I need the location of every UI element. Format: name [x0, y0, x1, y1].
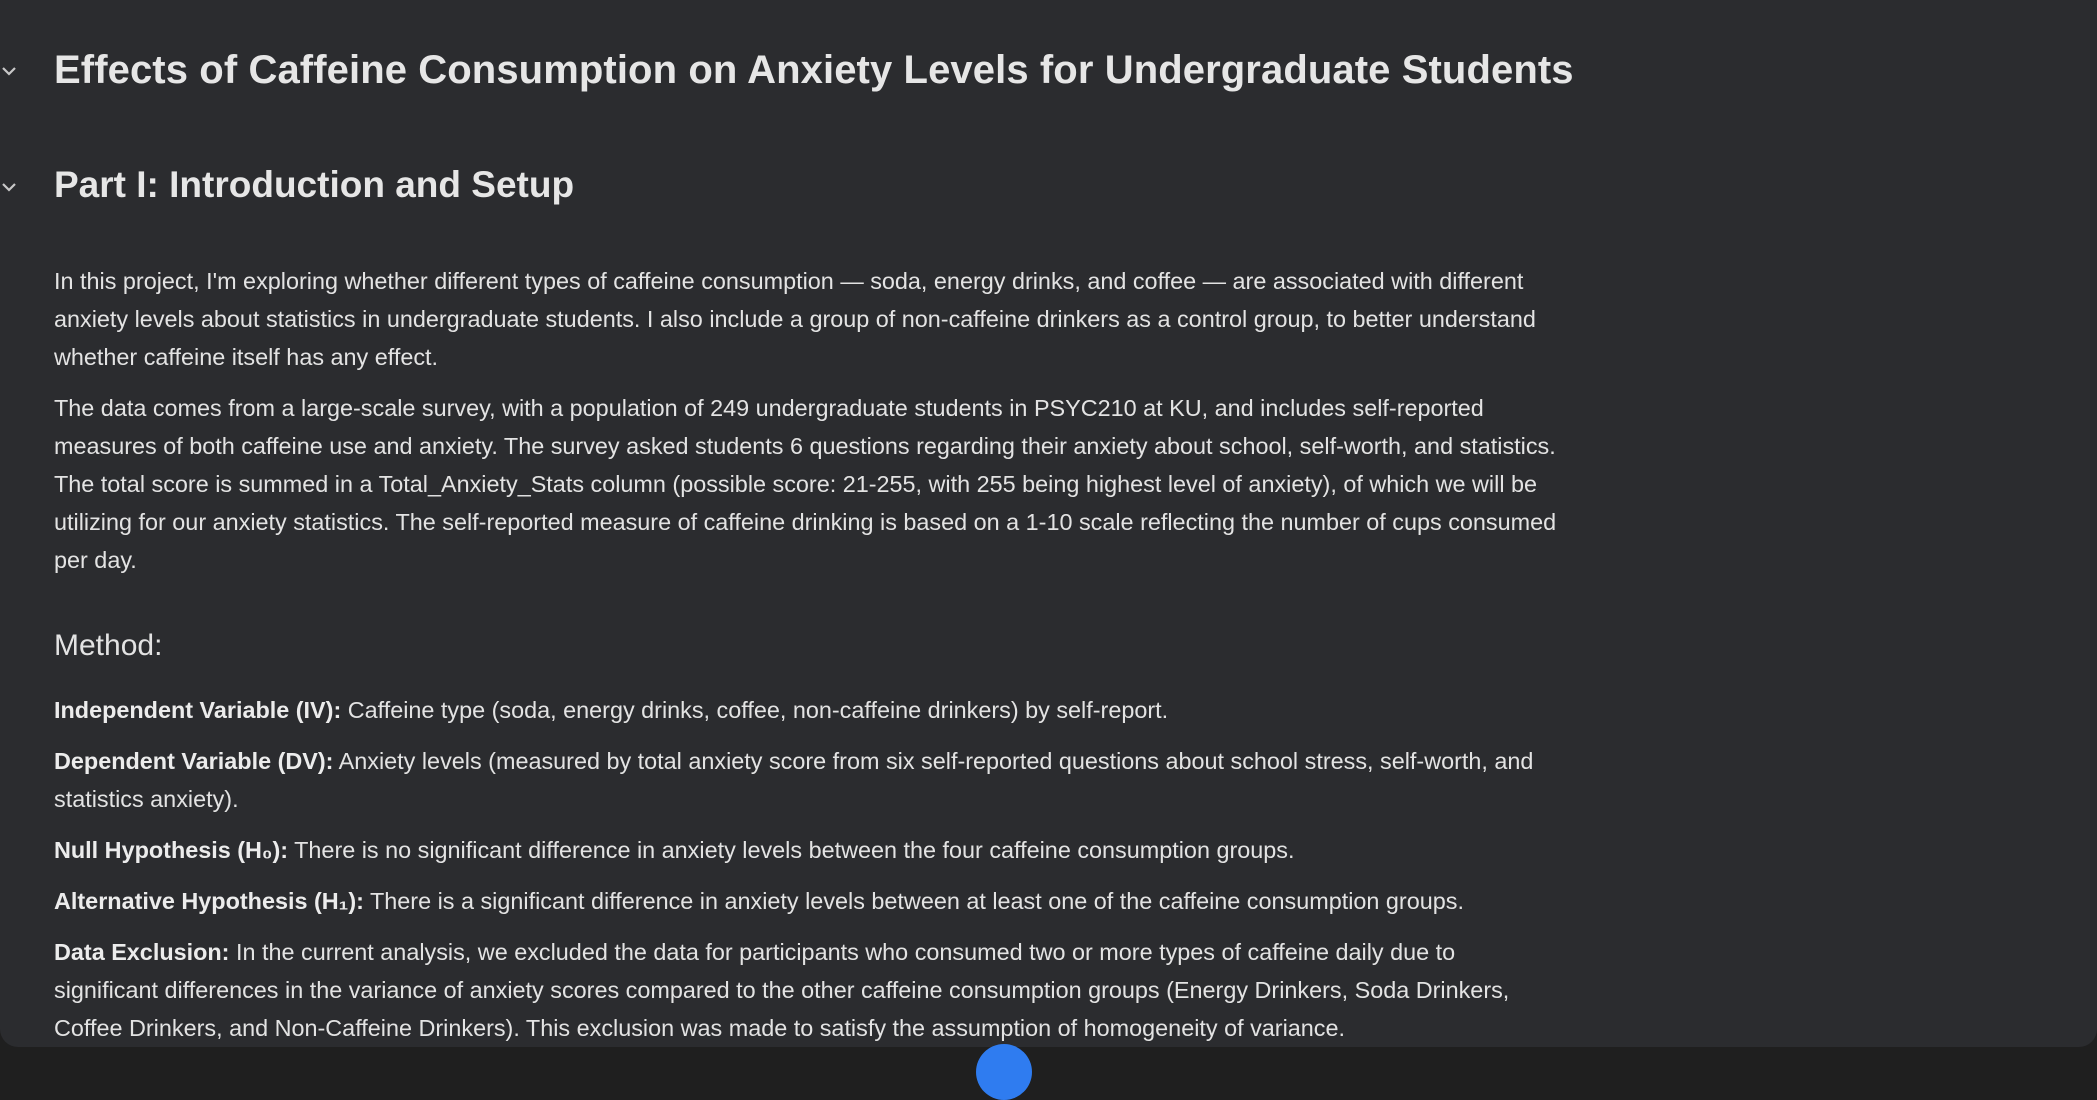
method-item-label: Data Exclusion:	[54, 939, 230, 965]
method-item-label: Alternative Hypothesis (H₁):	[54, 888, 364, 914]
method-item-label: Independent Variable (IV):	[54, 697, 342, 723]
notebook-title: Effects of Caffeine Consumption on Anxiety Levels for Undergraduate Students	[54, 48, 1574, 92]
method-item	[54, 882, 1564, 920]
method-item	[54, 831, 1564, 869]
markdown-cell	[54, 262, 1564, 1047]
chevron-down-icon[interactable]	[0, 62, 18, 80]
method-item-text: In the current analysis, we excluded the data for participants who consumed two or more types of caffeine daily due to significant differences in the variance of anxiety scores compared to the other caffeine consumption groups (Energy Drinkers, Soda Drinkers, Coffee Drinkers, and Non-Caffeine Drinkers). This exclusion was made to satisfy the assumption of homogeneity of variance.	[54, 939, 1510, 1041]
method-item-text: There is a significant difference in anxiety levels between at least one of the caffeine consumption groups.	[363, 888, 1464, 914]
method-item-text: Caffeine type (soda, energy drinks, coffee, non-caffeine drinkers) by self-report.	[341, 697, 1169, 723]
method-item	[54, 933, 1564, 1047]
section-heading: Part I: Introduction and Setup	[54, 164, 575, 205]
bottom-bar	[0, 1047, 2097, 1059]
method-item	[54, 691, 1564, 729]
method-item-text: There is no significant difference in anxiety levels between the four caffeine consumption groups.	[288, 837, 1295, 863]
data-paragraph: The data comes from a large-scale survey, with a population of 249 undergraduate students in PSYC210 at KU, and includes self-reported measures of both caffeine use and anxiety. The survey asked students 6 questions regarding their anxiety about school, self-worth, and statistics. The total score is summed in a Total_Anxiety_Stats column (possible score: 21-255, with 255 being highest level of anxiety), of which we will be utilizing for our anxiety statistics. The self-reported measure of caffeine drinking is based on a 1-10 scale reflecting the number of cups consumed per day.	[54, 395, 1557, 573]
chevron-down-icon[interactable]	[0, 178, 18, 196]
method-item	[54, 742, 1564, 818]
method-item-text: Anxiety levels (measured by total anxiety score from six self-reported questions about school stress, self-worth, and statistics anxiety).	[54, 748, 1534, 812]
fab-button[interactable]	[976, 1044, 1032, 1100]
method-item-label: Null Hypothesis (H₀):	[54, 837, 289, 863]
intro-paragraph: In this project, I'm exploring whether different types of caffeine consumption — soda, energy drinks, and coffee — are associated with different anxiety levels about statistics in undergraduate students. I also include a group of non-caffeine drinkers as a control group, to better understand whether caffeine itself has any effect.	[54, 268, 1536, 370]
method-heading: Method:	[54, 629, 163, 662]
method-item-label: Dependent Variable (DV):	[54, 748, 334, 774]
